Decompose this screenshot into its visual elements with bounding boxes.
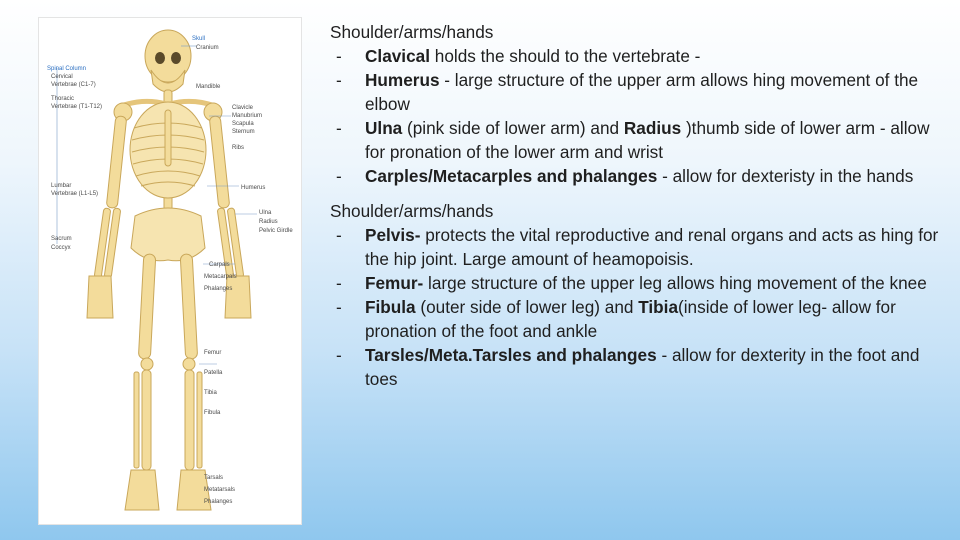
label-cervical: Cervical: [51, 74, 73, 80]
label-lumbar: Lumbar: [51, 183, 72, 189]
term-pelvis: Pelvis-: [365, 225, 421, 245]
label-phalanges-hand: Phalanges: [204, 286, 233, 292]
label-fibula: Fibula: [204, 410, 221, 416]
foot-left-shape: [125, 470, 159, 510]
bullet-dash: -: [336, 118, 342, 138]
label-lumbar-vertebrae: Vertebrae (L1-L5): [51, 191, 99, 197]
tibia-right-shape: [185, 370, 194, 470]
label-mandible: Mandible: [196, 84, 221, 90]
bullet-text: (outer side of lower leg) and: [415, 297, 639, 317]
femur-left-shape: [138, 254, 155, 359]
label-metacarpals: Metacarpals: [204, 274, 237, 280]
bullet-dash: -: [336, 225, 342, 245]
label-sacrum: Sacrum: [51, 236, 72, 242]
sternum-shape: [165, 110, 171, 166]
label-tarsals: Tarsals: [204, 475, 224, 481]
bullet-item: [330, 44, 950, 68]
section-legs: [330, 199, 950, 391]
label-ribs: Ribs: [232, 145, 245, 151]
bullet-dash: -: [336, 273, 342, 293]
humerus-right-shape: [209, 116, 230, 209]
bullet-item: [330, 343, 950, 391]
label-thoracic: Thoracic: [51, 96, 75, 102]
label-thoracic-vertebrae: Vertebrae (T1-T12): [51, 104, 103, 110]
term-clavical: Clavical: [365, 46, 430, 66]
bullet-dash: -: [336, 297, 342, 317]
term-tibia: Tibia: [638, 297, 679, 317]
bullet-dash: -: [336, 345, 342, 365]
slide-text: [330, 20, 950, 391]
bullet-item: [330, 223, 950, 271]
bullet-text: )thumb side of lower arm - allow for pronation of the lower arm and wrist: [365, 118, 930, 162]
bullet-item: [330, 164, 950, 188]
skeleton-figure: [38, 17, 302, 525]
femur-right-shape: [180, 254, 197, 359]
tibia-left-shape: [142, 370, 151, 470]
label-coccyx: Coccyx: [51, 245, 71, 251]
label-patella: Patella: [204, 370, 223, 376]
section-arms: [330, 20, 950, 188]
label-spinal-column: Spinal Column: [47, 66, 87, 72]
label-metatarsals: Metatarsals: [204, 487, 236, 493]
bullet-list: [330, 223, 950, 391]
label-humerus: Humerus: [241, 185, 266, 191]
term-femur: Femur-: [365, 273, 424, 293]
bullet-item: [330, 295, 950, 343]
section-heading: Shoulder/arms/hands: [330, 201, 494, 221]
label-radius: Radius: [259, 219, 278, 225]
term-fibula: Fibula: [365, 297, 416, 317]
bullet-text: (pink side of lower arm) and: [402, 118, 624, 138]
label-ulna: Ulna: [259, 210, 272, 216]
label-tibia: Tibia: [204, 390, 217, 396]
label-manubrium: Manubrium: [232, 113, 263, 119]
label-clavicle: Clavicle: [232, 105, 254, 111]
bullet-text: - allow for dexteristy in the hands: [657, 166, 914, 186]
hand-right-shape: [225, 276, 251, 318]
bullet-item: [330, 68, 950, 116]
label-cranium: Cranium: [196, 45, 219, 51]
bullet-item: [330, 116, 950, 164]
label-femur: Femur: [204, 350, 222, 356]
bullet-text: - allow for dexterity in the foot and toes: [365, 345, 920, 389]
label-carpals: Carpals: [209, 262, 230, 268]
fibula-right-shape: [197, 372, 202, 468]
humerus-left-shape: [106, 116, 127, 209]
bullet-text: large structure of the upper leg allows hing movement of the knee: [423, 273, 927, 293]
bullet-text: (inside of lower leg- allow for pronation of the foot and ankle: [365, 297, 896, 341]
term-humerus: Humerus: [365, 70, 440, 90]
bullet-dash: -: [336, 70, 342, 90]
bullet-text: - large structure of the upper arm allows hing movement of the elbow: [365, 70, 919, 114]
pelvis-shape: [131, 208, 205, 261]
bullet-dash: -: [336, 46, 342, 66]
term-tarsles: Tarsles/Meta.Tarsles and phalanges: [365, 345, 657, 365]
label-cervical-vertebrae: Vertebrae (C1-7): [51, 82, 96, 88]
term-carples: Carples/Metacarples and phalanges: [365, 166, 658, 186]
term-radius: Radius: [623, 118, 682, 138]
bullet-item: [330, 271, 950, 295]
label-skull: Skull: [192, 36, 206, 42]
section-heading: Shoulder/arms/hands: [330, 22, 494, 42]
bullet-text: protects the vital reproductive and renal organs and acts as hing for the hip joint. Large amount of heamopoisis.: [365, 225, 939, 269]
term-ulna: Ulna: [365, 118, 403, 138]
label-scapula: Scapula: [232, 121, 254, 127]
hand-left-shape: [87, 276, 113, 318]
bullet-text: holds the should to the vertebrate -: [429, 46, 701, 66]
label-pelvic-girdle: Pelvic Girdle: [259, 228, 293, 234]
bullet-dash: -: [336, 166, 342, 186]
bullet-list: [330, 44, 950, 188]
fibula-left-shape: [134, 372, 139, 468]
label-sternum: Sternum: [232, 129, 255, 135]
skeleton-illustration: [39, 18, 301, 524]
label-phalanges-foot: Phalanges: [204, 499, 233, 505]
